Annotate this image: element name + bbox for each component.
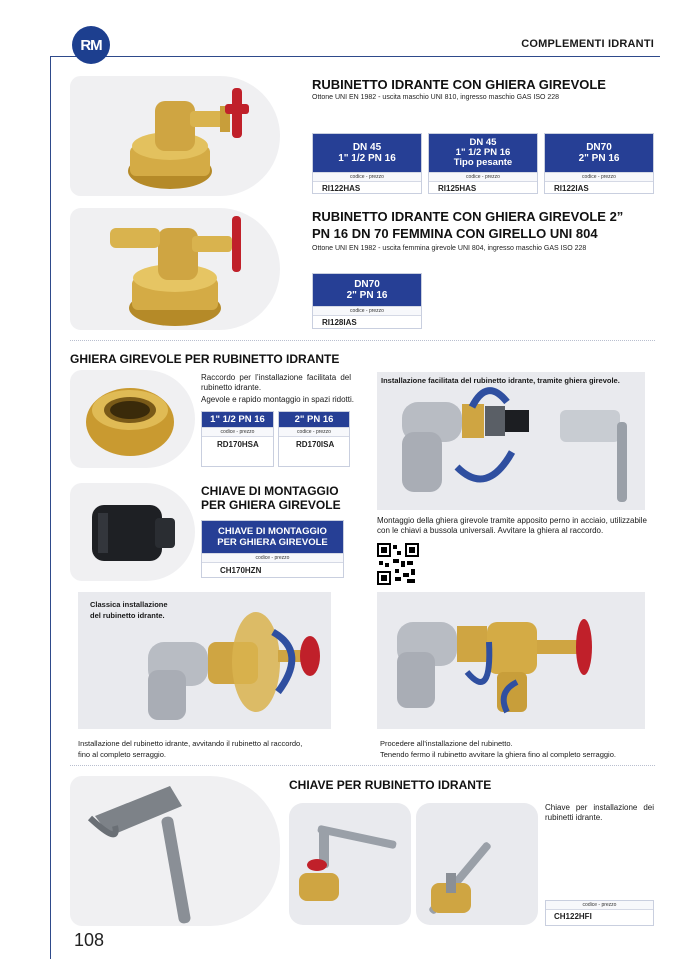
variant-size: 1" 1/2 PN 16 (455, 147, 511, 158)
section-title: COMPLEMENTI IDRANTI (521, 38, 654, 50)
caption-right-2: Tenendo fermo il rubinetto avvitare la ghiera fino al completo serraggio. (380, 750, 616, 759)
logo-text: RM (80, 36, 102, 54)
key-with-valve-image-1 (289, 803, 411, 925)
divider (70, 765, 655, 766)
price-label: codice - prezzo (545, 172, 653, 182)
classic-install-label-1: Classica installazione (90, 600, 168, 609)
chiave-rubinetto-image-card (70, 776, 280, 926)
price-label: codice - prezzo (429, 172, 537, 182)
product-code: CH170HZN (220, 566, 262, 575)
box-line-1: CHIAVE DI MONTAGGIO (218, 526, 327, 537)
procedure-install-image (377, 592, 645, 729)
ghiera-image-card (70, 370, 195, 468)
price-box-head: 2" PN 16 (279, 412, 349, 427)
variant-dn: DN70 (354, 279, 380, 290)
chiave-montaggio-heading-2: PER GHIERA GIREVOLE (201, 498, 341, 512)
variant-dn: DN 45 (352, 142, 382, 153)
hydrant-key-photo-2 (416, 803, 538, 925)
price-box-head (545, 134, 653, 172)
product2-title-line1: RUBINETTO IDRANTE CON GHIERA GIREVOLE 2” (312, 209, 624, 224)
price-box-rd170hsa (201, 411, 274, 467)
page-number: 108 (74, 930, 105, 950)
ghiera-description-2: Agevole e rapido montaggio in spazi ridotti. (201, 395, 354, 404)
hydrant-key-image (70, 776, 280, 926)
brand-logo (72, 26, 110, 64)
price-box-ri122ias (544, 133, 654, 194)
product1-image-card (70, 76, 280, 196)
product-code: RI128IAS (322, 318, 357, 327)
elbow-with-swivel-nut-image (377, 372, 645, 510)
ghiera-description: Raccordo per l’installazione facilitata del rubinetto idrante. (201, 373, 351, 392)
qr-code (377, 543, 419, 585)
key-with-valve-image-2 (416, 803, 538, 925)
price-box-head (202, 521, 343, 553)
chiave-rubinetto-heading: CHIAVE PER RUBINETTO IDRANTE (289, 778, 492, 792)
price-box-ri125has (428, 133, 538, 194)
frame-left-line (50, 56, 51, 959)
install-caption-top: Installazione facilitata del rubinetto idrante, tramite ghiera girevole. (381, 376, 620, 385)
price-box-head (313, 274, 421, 306)
variant-size: 1" 1/2 PN 16 (338, 153, 396, 164)
price-box-ch170hzn (201, 520, 344, 578)
product2-subtitle: Ottone UNI EN 1982 - uscita femmina girevole UNI 804, ingresso maschio GAS ISO 228 (312, 245, 587, 252)
caption-left-1: Installazione del rubinetto idrante, avvitando il rubinetto al raccordo, (78, 739, 303, 748)
product-code: RD170HSA (217, 440, 259, 449)
ghiera-heading: GHIERA GIREVOLE PER RUBINETTO IDRANTE (70, 352, 340, 366)
box-line-2: PER GHIERA GIREVOLE (217, 537, 328, 548)
product-code: RI122HAS (322, 184, 361, 193)
chiave-montaggio-description: Montaggio della ghiera girevole tramite apposito perno in acciaio, utilizzabile con le chiavi a bussola universali. Avvitare la ghiera al raccordo. (377, 516, 647, 535)
chiave-rubinetto-description: Chiave per installazione dei rubinetti idrante. (545, 803, 654, 822)
variant-size: 2" PN 16 (346, 290, 388, 301)
price-box-head: 1" 1/2 PN 16 (202, 412, 273, 427)
product2-title-line2: PN 16 DN 70 FEMMINA CON GIRELLO UNI 804 (312, 226, 598, 241)
variant-type: Tipo pesante (453, 157, 513, 168)
product-code: RI122IAS (554, 184, 589, 193)
mounting-key-image (70, 483, 195, 581)
price-box-ri122has (312, 133, 422, 194)
product-code: RD170ISA (296, 440, 335, 449)
product1-subtitle: Ottone UNI EN 1982 - uscita maschio UNI 810, ingresso maschio GAS ISO 228 (312, 94, 560, 101)
hydrant-key-photo-1 (289, 803, 411, 925)
product-code: RI125HAS (438, 184, 477, 193)
chiave-montaggio-image-card (70, 483, 195, 581)
divider (70, 340, 655, 341)
price-label: codice - prezzo (546, 901, 653, 910)
swivel-nut-image (70, 370, 195, 468)
classic-install-label-2: del rubinetto idrante. (90, 611, 165, 620)
price-label: codice - prezzo (313, 306, 421, 316)
price-box-head (429, 134, 537, 172)
procedure-install-illustration (377, 592, 645, 729)
variant-dn: DN70 (586, 142, 612, 153)
price-label: codice - prezzo (313, 172, 421, 182)
price-box-ri128ias (312, 273, 422, 329)
variant-size: 2" PN 16 (578, 153, 620, 164)
price-label: codice - prezzo (202, 427, 273, 437)
price-box-ch122hfi (545, 900, 654, 926)
hydrant-valve-female-image (70, 208, 280, 330)
price-box-rd170isa (278, 411, 350, 467)
chiave-montaggio-heading-1: CHIAVE DI MONTAGGIO (201, 484, 339, 498)
frame-top-line (50, 56, 660, 57)
product-code: CH122HFI (554, 912, 592, 921)
product2-image-card (70, 208, 280, 330)
price-label: codice - prezzo (202, 553, 343, 563)
product1-title: RUBINETTO IDRANTE CON GHIERA GIREVOLE (312, 77, 606, 92)
install-illustration (377, 372, 645, 510)
caption-left-2: fino al completo serraggio. (78, 750, 166, 759)
hydrant-valve-image (70, 76, 280, 196)
caption-right-1: Procedere all’installazione del rubinetto. (380, 739, 513, 748)
variant-dn: DN 45 (469, 137, 497, 148)
price-label: codice - prezzo (279, 427, 349, 437)
price-box-head (313, 134, 421, 172)
